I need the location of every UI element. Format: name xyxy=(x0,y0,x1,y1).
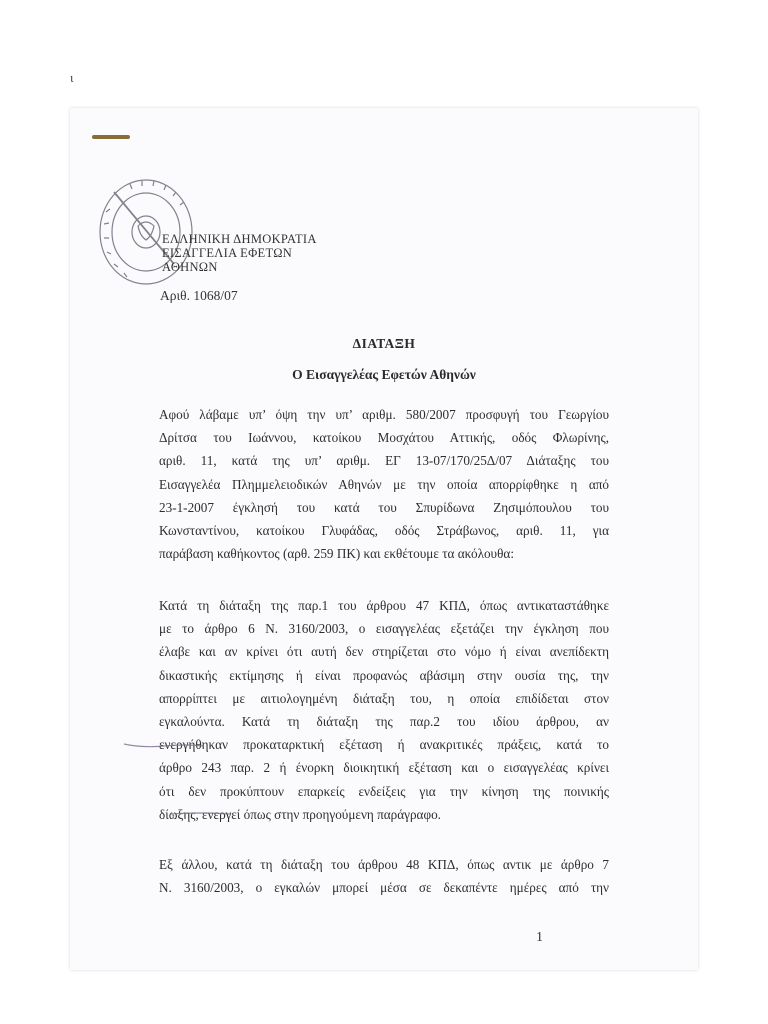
text-line: δικαστικής εκτίμησης ή είναι προφανώς αβάσιμη στην ουσία της, την xyxy=(159,667,609,683)
text-line: Αφού λάβαμε υπ’ όψη την υπ’ αριθμ. 580/2007 προσφυγή του Γεωργίου xyxy=(159,407,609,422)
text-line: εγκαλούντα. Κατά τη διάταξη της παρ.2 του ιδίου άρθρου, αν xyxy=(159,713,609,729)
page-number: 1 xyxy=(536,930,543,945)
text-line: δίωξης, ενεργεί όπως στην προηγούμενη παράγραφο. xyxy=(159,806,441,822)
reference-number: Αριθ. 1068/07 xyxy=(160,288,238,303)
text-line: αριθ. 11, κατά της υπ’ αριθμ. ΕΓ 13-07/170/25Δ/07 Διάταξης του xyxy=(159,453,609,469)
scanned-document-page xyxy=(70,108,698,970)
pen-dash-mark xyxy=(92,135,130,139)
text-line: έλαβε και αν κρίνει ότι αυτή δεν στηρίζεται στο νόμο ή είναι ανεπίδεκτη xyxy=(159,644,609,660)
paragraph-3 xyxy=(159,853,609,899)
header-line-office: ΕΙΣΑΓΓΕΛΙΑ ΕΦΕΤΩΝ xyxy=(162,246,293,260)
text-line: απορρίπτει με αιτιολογημένη διάταξη του, η οποία επιδίδεται στον xyxy=(159,690,609,706)
header-line-city: ΑΘΗΝΩΝ xyxy=(162,260,218,274)
text-line: 23-1-2007 έγκλησή του κατά του Σπυρίδωνα Ζησιμόπουλου του xyxy=(159,499,609,515)
text-line: παράβαση καθήκοντος (αρθ. 259 ΠΚ) και εκθέτουμε τα ακόλουθα: xyxy=(159,546,514,562)
text-line: ενεργήθηκαν προκαταρκτική εξέταση ή ανακριτικές πράξεις, κατά το xyxy=(159,737,609,753)
text-line: με το άρθρο 6 Ν. 3160/2003, ο εισαγγελέας εξετάζει την έγκληση που xyxy=(159,621,609,637)
header-line-country: ΕΛΛΗΝΙΚΗ ΔΗΜΟΚΡΑΤΙΑ xyxy=(162,232,317,246)
paragraph-2 xyxy=(159,594,609,826)
text-line: Εισαγγελέα Πλημμελειοδικών Αθηνών με την οποία απορρίφθηκε η από xyxy=(159,476,609,492)
text-line: Κωνσταντίνου, κατοίκου Γλυφάδας, οδός Στράβωνος, αριθ. 11, για xyxy=(159,522,609,538)
issuing-authority-header xyxy=(162,232,317,274)
text-line: άρθρο 243 παρ. 2 ή ένορκη διοικητική εξέταση και ο εισαγγελέας κρίνει xyxy=(159,760,609,776)
text-line: Ν. 3160/2003, ο εγκαλών μπορεί μέσα σε δεκαπέντε ημέρες από την xyxy=(159,880,609,896)
text-line: Εξ άλλου, κατά τη διάταξη του άρθρου 48 ΚΠΔ, όπως αντικ με άρθρο 7 xyxy=(159,857,609,872)
document-title: ΔΙΑΤΑΞΗ xyxy=(352,336,416,351)
text-line: ότι δεν προκύπτουν επαρκείς ενδείξεις για την κίνηση της ποινικής xyxy=(159,783,609,799)
document-subtitle: Ο Εισαγγελέας Εφετών Αθηνών xyxy=(292,367,476,382)
text-line: Δρίτσα του Ιωάννου, κατοίκου Μοσχάτου Αττικής, οδός Φλωρίνης, xyxy=(159,430,609,446)
paragraph-1 xyxy=(159,403,609,565)
top-mark: ι xyxy=(70,70,74,85)
text-line: Κατά τη διάταξη της παρ.1 του άρθρου 47 ΚΠΔ, όπως αντικαταστάθηκε xyxy=(159,598,609,613)
